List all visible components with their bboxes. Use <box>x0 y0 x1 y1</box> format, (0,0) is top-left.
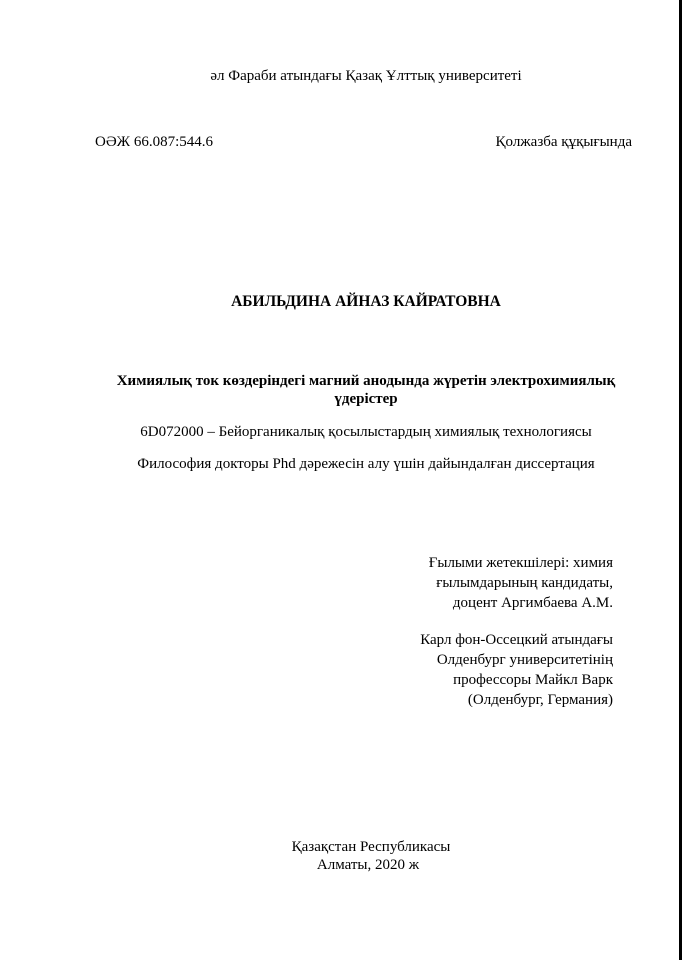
supervisor-2-line: Карл фон-Оссецкий атындағы <box>420 632 613 648</box>
supervisor-2-line: профессоры Майкл Варк <box>453 672 613 688</box>
supervisor-2-line: Олденбург университетінің <box>436 652 613 668</box>
supervisor-block-2 <box>420 630 613 710</box>
author-name: АБИЛЬДИНА АЙНАЗ КАЙРАТОВНА <box>231 293 501 310</box>
dissertation-title-line-1: Химиялық ток көздеріндегі магний анодында жүретін электрохимиялық <box>116 373 616 389</box>
specialty-code: 6D072000 – Бейорганикалық қосылыстардың химиялық технологиясы <box>140 424 592 440</box>
dissertation-title-line-2: үдерістер <box>334 391 398 407</box>
manuscript-rights-label: Қолжазба құқығында <box>495 134 632 150</box>
university-name: әл Фараби атындағы Қазақ Ұлттық университеті <box>210 68 522 84</box>
supervisor-1-line: ғылымдарының кандидаты, <box>436 575 613 591</box>
supervisor-block-1 <box>429 553 613 613</box>
degree-statement: Философия докторы Phd дәрежесін алу үшін дайындалған диссертация <box>137 456 595 472</box>
supervisor-2-line: (Олденбург, Германия) <box>467 692 613 708</box>
udc-code: ОӘЖ 66.087:544.6 <box>95 134 214 150</box>
city-and-year: Алматы, 2020 ж <box>316 857 420 873</box>
country-name: Қазақстан Республикасы <box>291 839 451 855</box>
supervisor-1-line: доцент Аргимбаева А.М. <box>452 595 613 611</box>
supervisor-1-line: Ғылыми жетекшілері: химия <box>428 555 613 571</box>
